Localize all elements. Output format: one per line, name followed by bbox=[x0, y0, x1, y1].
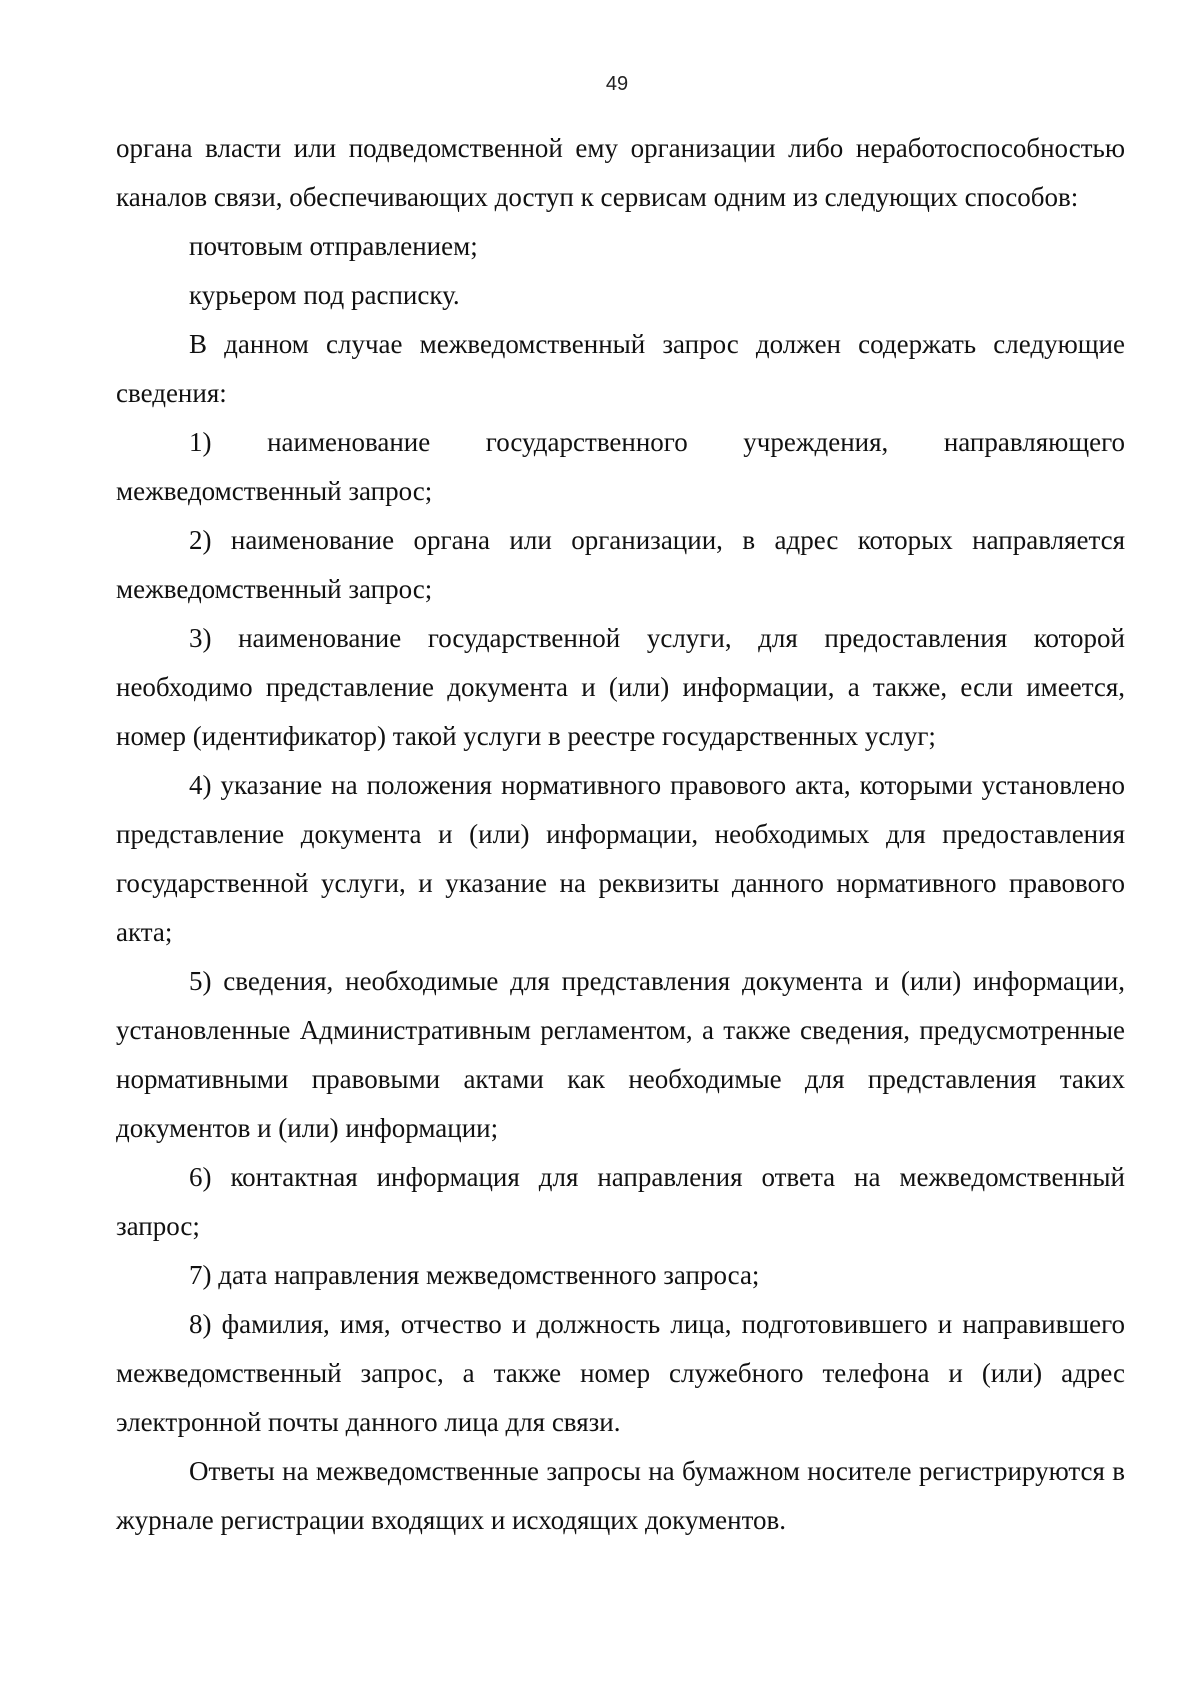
list-item-7: 7) дата направления межведомственного запроса; bbox=[189, 1260, 760, 1290]
paragraph-request-contents-intro: В данном случае межведомственный запрос должен содержать следующие сведения: bbox=[116, 329, 1125, 408]
paragraph-option-mail: почтовым отправлением; bbox=[189, 231, 478, 261]
list-item-2: 2) наименование органа или организации, в адрес которых направляется межведомственный запрос; bbox=[116, 525, 1125, 604]
document-body bbox=[116, 124, 1125, 1545]
list-item-3: 3) наименование государственной услуги, для предоставления которой необходимо представление документа и (или) информации, а также, если имеется, номер (идентификатор) такой услуги в реестре государственных услуг; bbox=[116, 623, 1125, 751]
paragraph-continuation: органа власти или подведомственной ему организации либо неработоспособностью каналов связи, обеспечивающих доступ к сервисам одним из следующих способов: bbox=[116, 133, 1125, 212]
paragraph-responses-registration: Ответы на межведомственные запросы на бумажном носителе регистрируются в журнале регистрации входящих и исходящих документов. bbox=[116, 1456, 1125, 1535]
list-item-4: 4) указание на положения нормативного правового акта, которыми установлено представление документа и (или) информации, необходимых для предоставления государственной услуги, и указание на реквизиты данного нормативного правового акта; bbox=[116, 770, 1125, 947]
paragraph-option-courier: курьером под расписку. bbox=[189, 280, 460, 310]
page-number: 49 bbox=[605, 73, 629, 95]
list-item-6: 6) контактная информация для направления ответа на межведомственный запрос; bbox=[116, 1162, 1125, 1241]
list-item-8: 8) фамилия, имя, отчество и должность лица, подготовившего и направившего межведомственный запрос, а также номер служебного телефона и (или) адрес электронной почты данного лица для связи. bbox=[116, 1309, 1125, 1437]
list-item-5: 5) сведения, необходимые для представления документа и (или) информации, установленные Административным регламентом, а также сведения, предусмотренные нормативными правовыми актами как необходимые для представления таких документов и (или) информации; bbox=[116, 966, 1125, 1143]
list-item-1: 1) наименование государственного учреждения, направляющего межведомственный запрос; bbox=[116, 427, 1125, 506]
